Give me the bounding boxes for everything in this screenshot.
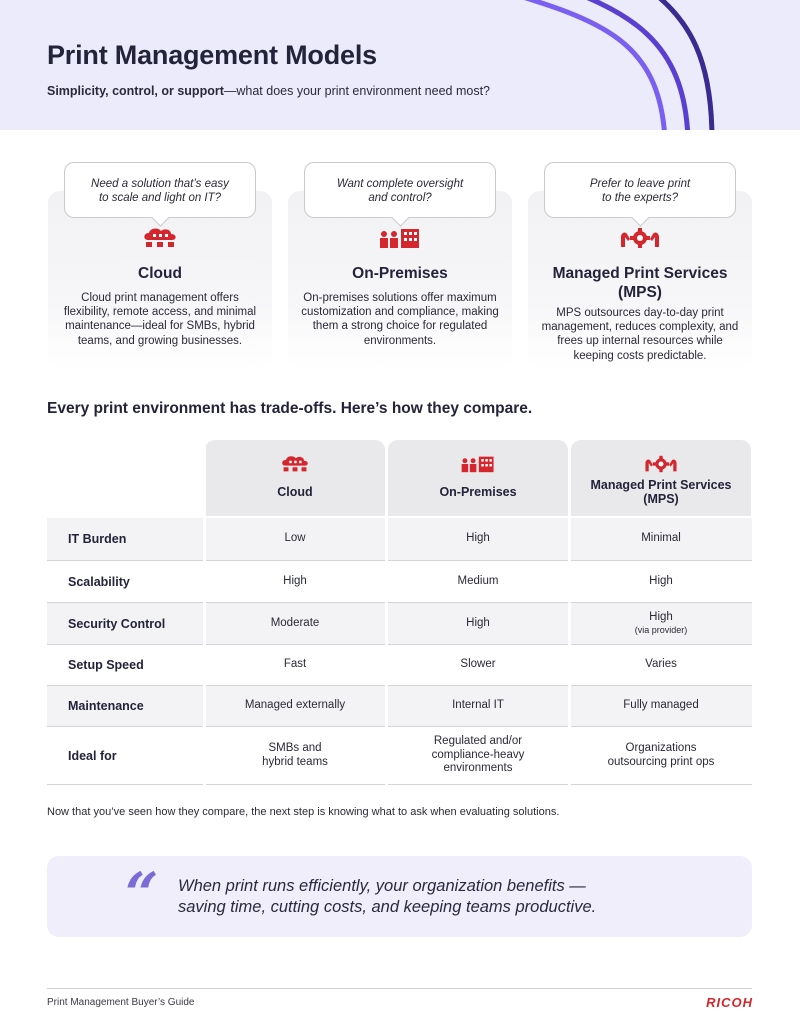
header-band bbox=[0, 0, 800, 130]
cloud-network-icon bbox=[48, 227, 272, 254]
question-bubble-on-premises: Want complete oversight and control? bbox=[304, 162, 496, 218]
cell-on-premises: High bbox=[466, 616, 490, 629]
column-label: Cloud bbox=[277, 485, 313, 499]
column-header-mps bbox=[571, 440, 751, 516]
quote-mark-icon: “ bbox=[125, 860, 159, 928]
cell-mps: Varies bbox=[645, 658, 677, 671]
cell-mps: Fully managed bbox=[623, 699, 699, 712]
card-description: Cloud print management offers flexibility, remote access, and minimal maintenance—ideal for SMBs, hybrid teams, and growing businesses. bbox=[63, 292, 257, 347]
column-divider bbox=[385, 440, 388, 785]
table-row-it-burden bbox=[47, 518, 752, 561]
row-label: Scalability bbox=[68, 574, 130, 589]
cell-on-premises: Medium bbox=[457, 574, 499, 587]
cell-cloud: High bbox=[283, 574, 307, 587]
page-title: Print Management Models bbox=[47, 40, 377, 70]
column-label: On-Premises bbox=[439, 485, 517, 499]
hands-gear-icon bbox=[528, 227, 752, 254]
table-row-ideal-for bbox=[47, 727, 752, 785]
column-header-on-premises bbox=[388, 440, 568, 516]
cell-cloud: Moderate bbox=[270, 616, 320, 629]
column-header-cloud bbox=[205, 440, 385, 516]
cell-on-premises: Slower bbox=[460, 658, 496, 671]
footer-guide-title: Print Management Buyer’s Guide bbox=[47, 997, 195, 1008]
row-label: Setup Speed bbox=[68, 658, 144, 672]
table-row-scalability bbox=[47, 561, 752, 603]
card-description: On-premises solutions offer maximum customization and compliance, making them a strong choice for regulated environments. bbox=[301, 292, 499, 347]
people-building-icon bbox=[388, 455, 568, 478]
cell-cloud: SMBs and hybrid teams bbox=[262, 742, 328, 768]
cell-cloud: Low bbox=[284, 532, 306, 545]
table-row-security-control bbox=[47, 603, 752, 645]
subtitle: Simplicity, control, or support—what does your print environment need most? bbox=[47, 84, 490, 98]
quote-text: When print runs efficiently, your organization benefits — saving time, cutting costs, and keeping teams productive. bbox=[178, 877, 597, 916]
hands-gear-icon bbox=[571, 455, 751, 478]
question-bubble-cloud: Need a solution that’s easy to scale and light on IT? bbox=[64, 162, 256, 218]
quote-box bbox=[47, 856, 752, 937]
cell-mps: High bbox=[649, 574, 673, 587]
row-label: Ideal for bbox=[68, 748, 117, 763]
next-step-text: Now that you’ve seen how they compare, the next step is knowing what to ask when evaluating solutions. bbox=[47, 806, 560, 818]
cell-cloud: Fast bbox=[283, 658, 307, 671]
cell-on-premises: Regulated and/or compliance-heavy environments bbox=[431, 735, 525, 775]
row-label: IT Burden bbox=[68, 532, 127, 546]
column-divider bbox=[203, 440, 206, 785]
cell-on-premises: High bbox=[466, 532, 490, 545]
card-title: Managed Print Services (MPS) bbox=[552, 265, 728, 301]
table-row-maintenance bbox=[47, 686, 752, 727]
cell-cloud: Managed externally bbox=[244, 699, 346, 712]
question-bubble-mps: Prefer to leave print to the experts? bbox=[544, 162, 736, 218]
table-row-setup-speed bbox=[47, 645, 752, 686]
cell-mps: High (via provider) bbox=[634, 611, 688, 635]
cell-mps: Minimal bbox=[641, 532, 681, 545]
people-building-icon bbox=[288, 227, 512, 254]
comparison-heading: Every print environment has trade-offs. Here’s how they compare. bbox=[47, 400, 533, 417]
row-label: Security Control bbox=[68, 616, 166, 631]
column-label: Managed Print Services (MPS) bbox=[590, 478, 732, 506]
cell-on-premises: Internal IT bbox=[452, 699, 504, 712]
column-divider bbox=[568, 440, 571, 785]
decorative-arcs bbox=[480, 0, 800, 130]
card-title: Cloud bbox=[138, 265, 182, 282]
cloud-network-icon bbox=[205, 455, 385, 478]
footer-divider bbox=[47, 988, 752, 989]
card-title: On-Premises bbox=[352, 265, 448, 282]
brand-logo: RICOH bbox=[706, 995, 753, 1010]
row-label: Maintenance bbox=[68, 699, 144, 713]
cell-mps: Organizations outsourcing print ops bbox=[607, 742, 715, 768]
card-description: MPS outsources day-to-day print management, reduces complexity, and frees up internal resources while keeping costs predictable. bbox=[541, 307, 739, 362]
